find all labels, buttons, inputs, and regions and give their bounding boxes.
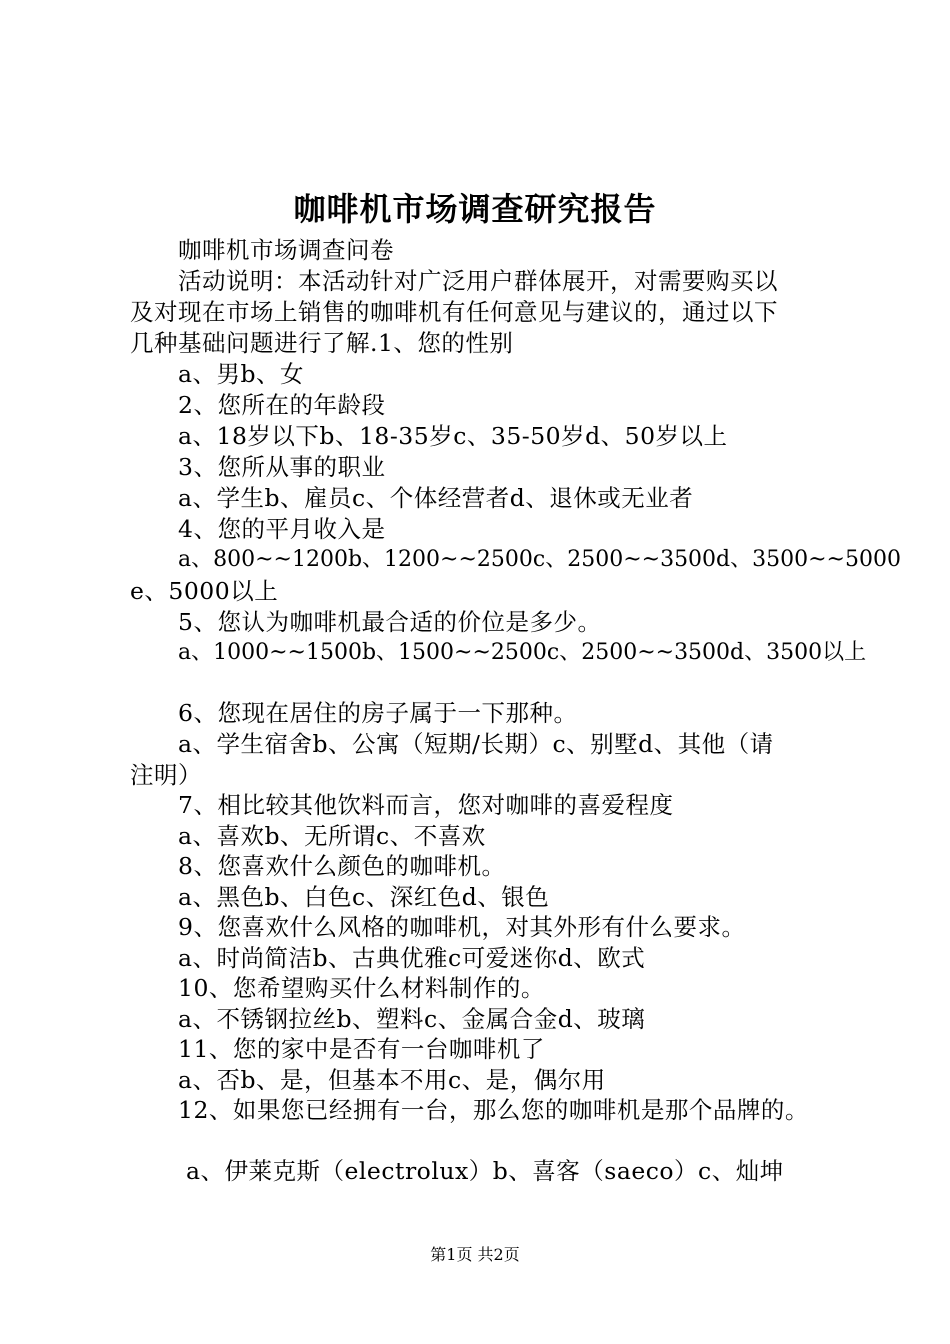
text-line: a、男b、女 (178, 360, 305, 388)
text-line: 11、您的家中是否有一台咖啡机了 (178, 1035, 545, 1063)
text-line: a、18岁以下b、18-35岁c、35-50岁d、50岁以上 (178, 422, 728, 450)
text-line: e、5000以上 (130, 577, 279, 605)
text-line: 5、您认为咖啡机最合适的价位是多少。 (178, 608, 602, 636)
text-line: a、否b、是，但基本不用c、是，偶尔用 (178, 1066, 606, 1094)
text-line: 注明） (130, 761, 202, 789)
text-line: 10、您希望购买什么材料制作的。 (178, 974, 545, 1002)
text-line: 4、您的平月收入是 (178, 515, 386, 543)
text-line: a、黑色b、白色c、深红色d、银色 (178, 883, 550, 911)
document-title: 咖啡机市场调查研究报告 (293, 190, 657, 228)
text-line: a、800~~1200b、1200~~2500c、2500~~3500d、3500~~5000 (178, 547, 901, 572)
text-line: 8、您喜欢什么颜色的咖啡机。 (178, 852, 506, 880)
text-line: 9、您喜欢什么风格的咖啡机，对其外形有什么要求。 (178, 913, 746, 941)
text-line: a、学生b、雇员c、个体经营者d、退休或无业者 (178, 484, 694, 512)
page-number-footer: 第1页 共2页 (430, 1245, 520, 1264)
text-line: 3、您所从事的职业 (178, 453, 386, 481)
text-line: 6、您现在居住的房子属于一下那种。 (178, 699, 578, 727)
text-line: a、学生宿舍b、公寓（短期/长期）c、别墅d、其他（请 (178, 730, 774, 758)
text-line: 7、相比较其他饮料而言，您对咖啡的喜爱程度 (178, 791, 674, 819)
text-line: a、不锈钢拉丝b、塑料c、金属合金d、玻璃 (178, 1005, 646, 1033)
text-line: 及对现在市场上销售的咖啡机有任何意见与建议的，通过以下 (130, 298, 778, 326)
text-line: 2、您所在的年龄段 (178, 391, 386, 419)
text-line: a、1000~~1500b、1500~~2500c、2500~~3500d、3500以上 (178, 640, 867, 665)
text-line: 活动说明：本活动针对广泛用户群体展开，对需要购买以 (178, 267, 778, 295)
text-line: a、时尚简洁b、古典优雅c可爱迷你d、欧式 (178, 944, 646, 972)
text-line: a、喜欢b、无所谓c、不喜欢 (178, 822, 486, 850)
text-line: 咖啡机市场调查问卷 (178, 236, 394, 264)
text-line: 12、如果您已经拥有一台，那么您的咖啡机是那个品牌的。 (178, 1096, 809, 1124)
text-line: 几种基础问题进行了解.1、您的性别 (130, 329, 514, 357)
text-line: a、伊莱克斯（electrolux）b、喜客（saeco）c、灿坤 (186, 1157, 784, 1185)
